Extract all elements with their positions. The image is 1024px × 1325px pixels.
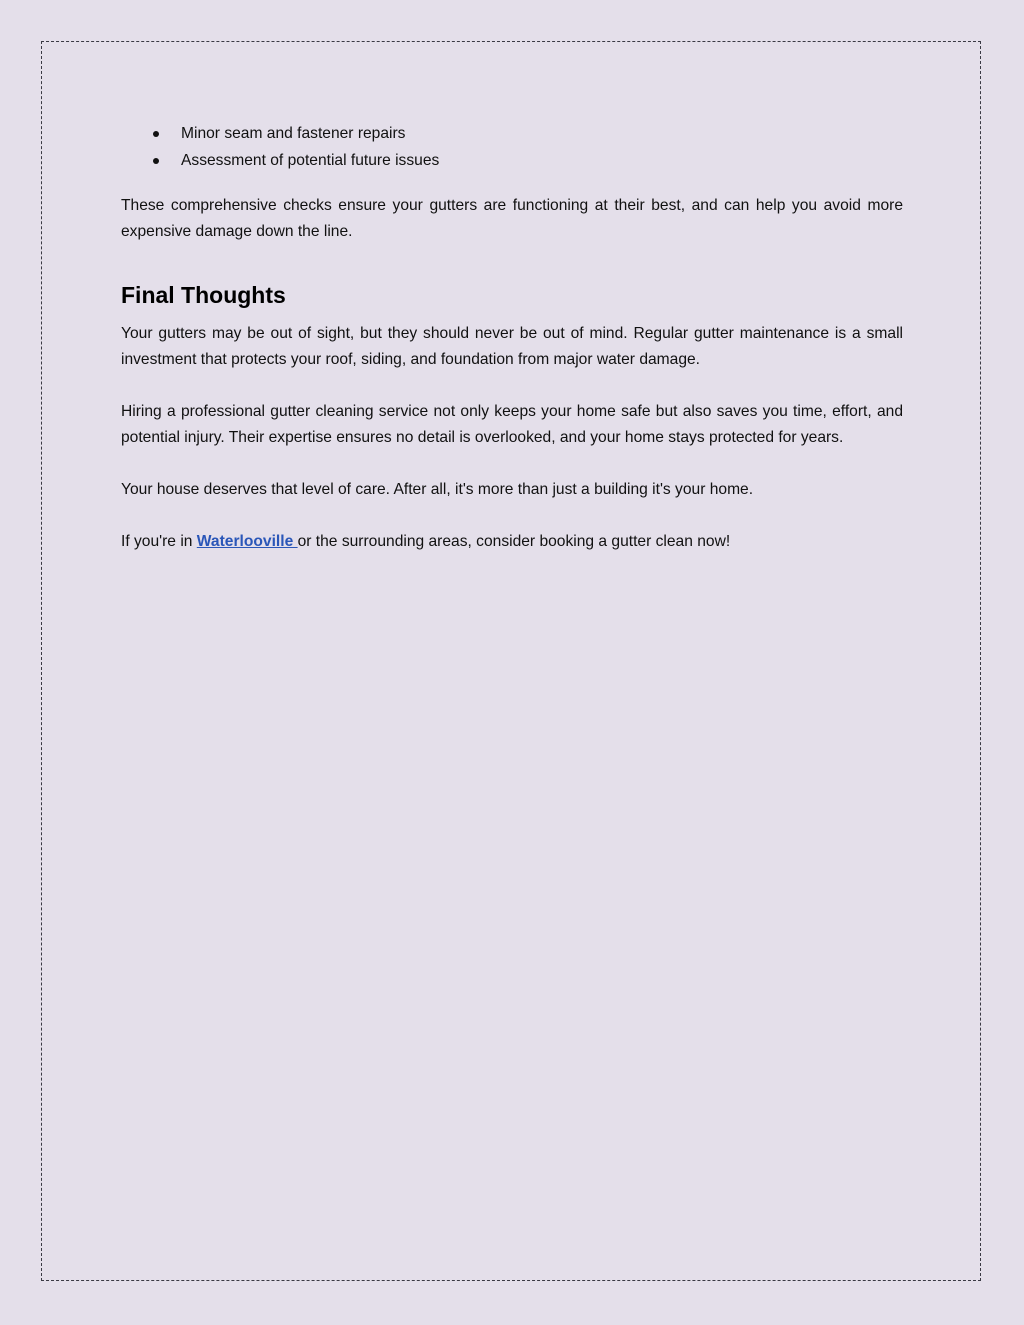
list-item-text: Minor seam and fastener repairs	[181, 125, 406, 142]
bullet-icon	[153, 131, 159, 137]
list-item	[121, 147, 903, 174]
bullet-icon	[153, 158, 159, 164]
paragraph-maintenance: Your gutters may be out of sight, but they should never be out of mind. Regular gutter maintenance is a small investment that protects your roof, siding, and foundation from major water damage.	[121, 325, 903, 368]
closing-suffix: or the surrounding areas, consider booking a gutter clean now!	[297, 533, 731, 550]
document-content	[121, 120, 903, 555]
paragraph-professional: Hiring a professional gutter cleaning service not only keeps your home safe but also saves you time, effort, and potential injury. Their expertise ensures no detail is overlooked, and your home stays protected for years.	[121, 403, 903, 446]
closing-paragraph	[121, 529, 903, 555]
closing-prefix: If you're in	[121, 533, 197, 550]
bullet-list	[121, 120, 903, 174]
list-item	[121, 120, 903, 147]
waterlooville-link[interactable]: Waterlooville	[196, 533, 298, 550]
intro-paragraph: These comprehensive checks ensure your gutters are functioning at their best, and can help you avoid more expensive damage down the line.	[121, 197, 903, 240]
section-heading: Final Thoughts	[121, 282, 286, 308]
paragraph-care: Your house deserves that level of care. After all, it's more than just a building it's your home.	[121, 481, 754, 498]
list-item-text: Assessment of potential future issues	[181, 152, 440, 169]
